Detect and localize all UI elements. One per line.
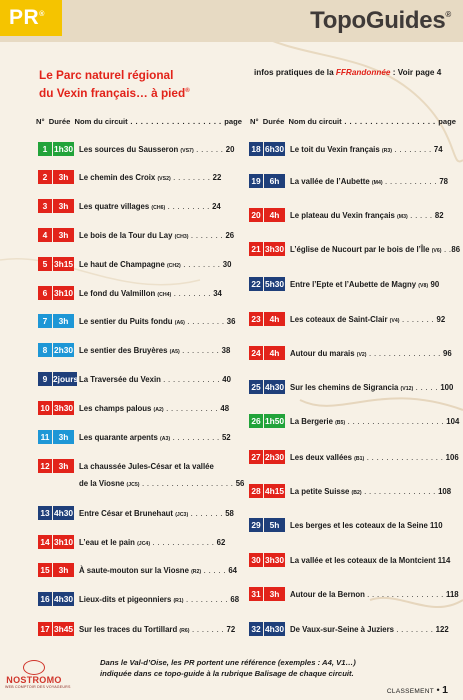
circuit-number-badge: 30 [249, 553, 263, 567]
title-line-2: du Vexin français… à pied [39, 85, 186, 100]
circuit-number-badge: 8 [38, 343, 52, 357]
circuit-name: La vallée et les coteaux de la Montcient 114 [290, 556, 451, 565]
circuit-number-badge: 13 [38, 506, 52, 520]
circuit-page: 118 [446, 590, 459, 599]
circuit-reference: (R2) [191, 569, 202, 575]
circuit-name: Le fond du Valmillon (CH4) . . . . . . . . 34 [79, 289, 222, 298]
duration-badge: 4h30 [53, 594, 74, 604]
duration-badge: 4h15 [264, 486, 285, 496]
circuit-name: L’eau et le pain (JC4) . . . . . . . . . . . . . 62 [79, 538, 226, 547]
circuit-entry [249, 484, 453, 500]
circuit-entry [249, 208, 453, 224]
circuit-name: Sur les traces du Tortillard (R6) . . . . . . . 72 [79, 625, 236, 634]
circuit-entry [38, 286, 244, 302]
circuit-reference: (JC5) [126, 482, 140, 488]
circuit-entry [38, 459, 244, 495]
circuit-page: 34 [213, 289, 222, 298]
circuit-name: Entre l’Epte et l’Aubette de Magny (V8) 90 [290, 280, 440, 289]
duration-badge: 3h10 [53, 288, 74, 298]
duration-badge: 4h30 [264, 624, 285, 634]
circuit-page: 30 [222, 260, 232, 269]
circuit-reference: (A5) [169, 349, 180, 355]
circuit-reference: (JC3) [175, 512, 189, 518]
circuit-reference: (V4) [389, 318, 400, 324]
circuit-page: 96 [443, 349, 452, 358]
circuit-entry [249, 380, 453, 396]
circuit-entry [38, 257, 244, 273]
circuit-page: 38 [221, 346, 231, 355]
circuit-reference: (V2) [356, 352, 367, 358]
circuit-entry [38, 506, 244, 522]
circuit-number-badge: 5 [38, 257, 52, 271]
circuit-reference: (A3) [160, 436, 171, 442]
circuit-number-badge: 17 [38, 622, 52, 636]
duration-badge: 3h [53, 563, 74, 577]
circuit-number-badge: 27 [249, 450, 263, 464]
title-line-1: Le Parc naturel régional [39, 68, 174, 82]
circuit-number-badge: 21 [249, 242, 263, 256]
circuit-reference: (CH2) [166, 263, 181, 269]
duration-badge: 3h [53, 199, 74, 213]
circuit-number-badge: 9 [38, 372, 52, 386]
circuit-number-badge: 29 [249, 518, 263, 532]
circuit-entry [38, 535, 244, 551]
infos-pratiques: infos pratiques de la FFRandonnée : Voir page 4 [254, 68, 442, 77]
topoguides-logo: TopoGuides® [310, 7, 451, 34]
circuit-reference: (CH4) [157, 292, 172, 298]
duration-badge: 5h30 [264, 279, 285, 289]
circuit-reference: (JC4) [137, 541, 151, 547]
circuit-name: Les quatre villages (CH6) . . . . . . . . . 24 [79, 202, 221, 211]
circuit-name: Lieux-dits et pigeonniers (R1) . . . . . . . . . 68 [79, 595, 240, 604]
duration-badge: 3h [53, 170, 74, 184]
circuit-number-badge: 2 [38, 170, 52, 184]
duration-badge: 4h30 [264, 382, 285, 392]
circuit-page: 52 [221, 433, 231, 442]
circuit-page: 114 [437, 556, 451, 565]
circuit-number-badge: 31 [249, 587, 263, 601]
circuit-reference: (A6) [174, 320, 185, 326]
circuit-entry [249, 450, 459, 466]
duration-badge: 3h30 [264, 244, 285, 254]
duration-badge: 4h [264, 208, 285, 222]
circuit-entry [249, 518, 453, 534]
circuit-name: Le bois de la Tour du Lay (CH3) . . . . . . . 26 [79, 231, 235, 240]
circuit-name: Les berges et les coteaux de la Seine 110 [290, 521, 443, 530]
circuit-number-badge: 14 [38, 535, 52, 549]
circuit-entry [249, 346, 453, 362]
circuit-name: Le toit du Vexin français (R3) . . . . . . . . 74 [290, 145, 443, 154]
duration-badge: 4h30 [53, 508, 74, 518]
circuit-reference: (CH6) [151, 205, 166, 211]
circuit-reference: (R6) [179, 628, 190, 634]
circuit-page: 92 [436, 315, 446, 324]
circuit-name: Autour du marais (V2) . . . . . . . . . . . . . . . 96 [290, 349, 452, 358]
circuit-name: Les deux vallées (B1) . . . . . . . . . . . . . . . . 106 [290, 453, 459, 462]
circuit-reference: (A2) [153, 407, 164, 413]
circuit-page: 100 [440, 383, 454, 392]
circuit-page: 86 [451, 245, 461, 254]
circuit-name: Autour de la Bernon . . . . . . . . . . . . . . . . 118 [290, 590, 459, 599]
circuit-name: À saute-mouton sur la Viosne (R2) . . . . . 64 [79, 566, 237, 575]
circuit-number-badge: 26 [249, 414, 263, 428]
circuit-entry [38, 228, 244, 244]
circuit-reference: (B1) [354, 456, 365, 462]
duration-badge: 5h [264, 518, 285, 532]
circuit-page: 56 [235, 479, 245, 488]
header-bar [0, 0, 463, 42]
circuit-entry [38, 622, 244, 638]
circuit-entry [38, 170, 244, 186]
duration-badge: 3h10 [53, 537, 74, 547]
duration-badge: 3h30 [264, 555, 285, 565]
duration-badge: 2h30 [264, 452, 285, 462]
circuit-reference: (M3) [397, 214, 408, 220]
circuit-page: 48 [220, 404, 230, 413]
circuit-reference: (M4) [371, 180, 383, 186]
circuit-entry [249, 414, 460, 430]
circuit-reference: (V12) [400, 386, 414, 392]
circuit-number-badge: 32 [249, 622, 263, 636]
circuit-entry [38, 592, 244, 608]
circuit-number-badge: 22 [249, 277, 263, 291]
circuit-entry [38, 199, 244, 215]
duration-badge: 2h30 [53, 345, 74, 355]
footer-note: Dans le Val-d’Oise, les PR portent une référence (exemples : A4, V1…) indiquée dans ce topo-guide à la rubrique Balisage de chaque circuit. [100, 658, 356, 678]
duration-badge: 6h [264, 174, 285, 188]
nostromo-stamp: NOSTROMO WEB COMPTOIR DES VOYAGEURS [5, 660, 63, 696]
circuit-entry [249, 142, 453, 158]
circuit-number-badge: 18 [249, 142, 263, 156]
circuit-name: Sur les chemins de Sigrancia (V12) . . . . . 100 [290, 383, 454, 392]
circuit-reference: (VS2) [157, 176, 171, 182]
circuit-reference: (V8) [418, 283, 429, 289]
duration-badge: 6h30 [264, 144, 285, 154]
globe-icon [23, 660, 45, 675]
circuit-number-badge: 7 [38, 314, 52, 328]
circuit-page: 58 [225, 509, 234, 518]
circuit-page: 74 [433, 145, 443, 154]
circuit-name: Le plateau du Vexin français (M3) . . . . . 82 [290, 211, 444, 220]
circuit-entry [249, 174, 453, 190]
circuit-page: 68 [230, 595, 240, 604]
duration-badge: 2jours [53, 374, 79, 384]
circuit-entry [249, 587, 459, 603]
circuit-entry [38, 563, 244, 579]
circuit-name: Le haut de Champagne (CH2) . . . . . . . . 30 [79, 260, 232, 269]
circuit-number-badge: 6 [38, 286, 52, 300]
circuit-number-badge: 19 [249, 174, 263, 188]
circuit-name: Les quarante arpents (A3) . . . . . . . . . . 52 [79, 433, 231, 442]
circuit-reference: (CH3) [174, 234, 189, 240]
circuit-number-badge: 3 [38, 199, 52, 213]
circuit-number-badge: 28 [249, 484, 263, 498]
circuit-entry [38, 430, 244, 446]
circuit-page: 122 [435, 625, 449, 634]
circuit-page: 110 [429, 521, 443, 530]
circuit-entry [249, 622, 453, 638]
circuit-reference: (B5) [335, 420, 346, 426]
duration-badge: 3h45 [53, 624, 74, 634]
circuit-number-badge: 24 [249, 346, 263, 360]
circuit-page: 72 [226, 625, 236, 634]
duration-badge: 4h [264, 346, 285, 360]
page-title: Le Parc naturel régional du Vexin français… à pied® [39, 67, 229, 101]
circuit-name: Entre César et Brunehaut (JC3) . . . . . . . 58 [79, 509, 234, 518]
circuit-name: Le sentier des Bruyères (A5) . . . . . . . . 38 [79, 346, 231, 355]
circuit-page: 90 [430, 280, 440, 289]
circuit-name: Les sources du Sausseron (VS7) . . . . . . 20 [79, 145, 235, 154]
circuit-entry [38, 372, 244, 388]
circuit-name: Les champs palous (A2) . . . . . . . . . . . 48 [79, 404, 230, 413]
circuit-reference: (R3) [381, 148, 392, 154]
duration-badge: 1h30 [53, 144, 74, 154]
circuit-page: 78 [439, 177, 448, 186]
circuit-page: 36 [226, 317, 236, 326]
circuit-entry [38, 142, 244, 158]
duration-badge: 3h15 [53, 259, 74, 269]
duration-badge: 3h [53, 459, 74, 473]
circuit-name: La vallée de l’Aubette (M4) . . . . . . . . . . . 78 [290, 177, 448, 186]
circuit-page: 40 [222, 375, 231, 384]
duration-badge: 3h [53, 430, 74, 444]
circuit-entry [249, 312, 453, 328]
circuit-page: 82 [434, 211, 444, 220]
circuit-entry [38, 401, 244, 417]
circuit-name: La Bergerie (B5) . . . . . . . . . . . . . . . . . . . . 104 [290, 417, 460, 426]
circuit-page: 22 [212, 173, 222, 182]
page-number: CLASSEMENT • 1 [386, 684, 448, 696]
circuit-page: 20 [225, 145, 235, 154]
circuit-page: 64 [228, 566, 237, 575]
left-column-header: N° Durée Nom du circuit . . . . . . . . . . . . . . . . . . page [36, 117, 242, 126]
circuit-number-badge: 15 [38, 563, 52, 577]
circuit-reference: (VS7) [180, 148, 194, 154]
pr-badge: PR® [0, 0, 62, 36]
circuit-entry [249, 242, 461, 258]
circuit-number-badge: 11 [38, 430, 52, 444]
circuit-number-badge: 4 [38, 228, 52, 242]
circuit-page: 62 [216, 538, 226, 547]
circuit-name: La Traversée du Vexin . . . . . . . . . . . . 40 [79, 375, 231, 384]
circuit-name: La chaussée Jules-César et la vallée de la Viosne (JC5) . . . . . . . . . . . . . . . . . . . 56 [79, 462, 245, 488]
duration-badge: 1h50 [264, 416, 285, 426]
duration-badge: 3h [53, 314, 74, 328]
circuit-number-badge: 12 [38, 459, 52, 473]
circuit-name: L’église de Nucourt par le bois de l’Île (V6) . .86 [290, 245, 461, 254]
duration-badge: 3h [53, 228, 74, 242]
circuit-entry [38, 343, 244, 359]
circuit-page: 108 [438, 487, 452, 496]
circuit-number-badge: 10 [38, 401, 52, 415]
circuit-entry [38, 314, 244, 330]
circuit-entry [249, 277, 453, 293]
circuit-number-badge: 23 [249, 312, 263, 326]
right-column-header: N° Durée Nom du circuit . . . . . . . . . . . . . . . . . . page [250, 117, 456, 126]
circuit-entry [249, 553, 453, 569]
circuit-number-badge: 16 [38, 592, 52, 606]
duration-badge: 3h30 [53, 403, 74, 413]
circuit-name: Les coteaux de Saint-Clair (V4) . . . . . . . 92 [290, 315, 446, 324]
duration-badge: 4h [264, 312, 285, 326]
circuit-page: 104 [446, 417, 460, 426]
circuit-name: Le sentier du Puits fondu (A6) . . . . . . . . 36 [79, 317, 236, 326]
circuit-name: De Vaux-sur-Seine à Juziers . . . . . . . . 122 [290, 625, 449, 634]
circuit-page: 26 [225, 231, 235, 240]
circuit-name: La petite Suisse (B2) . . . . . . . . . . . . . . . 108 [290, 487, 452, 496]
circuit-name: Le chemin des Croix (VS2) . . . . . . . . 22 [79, 173, 222, 182]
circuit-reference: (V6) [431, 248, 442, 254]
circuit-page: 24 [212, 202, 221, 211]
circuit-number-badge: 20 [249, 208, 263, 222]
circuit-reference: (B2) [351, 490, 362, 496]
circuit-number-badge: 25 [249, 380, 263, 394]
circuit-number-badge: 1 [38, 142, 52, 156]
circuit-page: 106 [445, 453, 459, 462]
ffrandonnee-brand: FFRandonnée [335, 68, 391, 77]
duration-badge: 3h [264, 587, 285, 601]
circuit-reference: (R1) [173, 598, 184, 604]
